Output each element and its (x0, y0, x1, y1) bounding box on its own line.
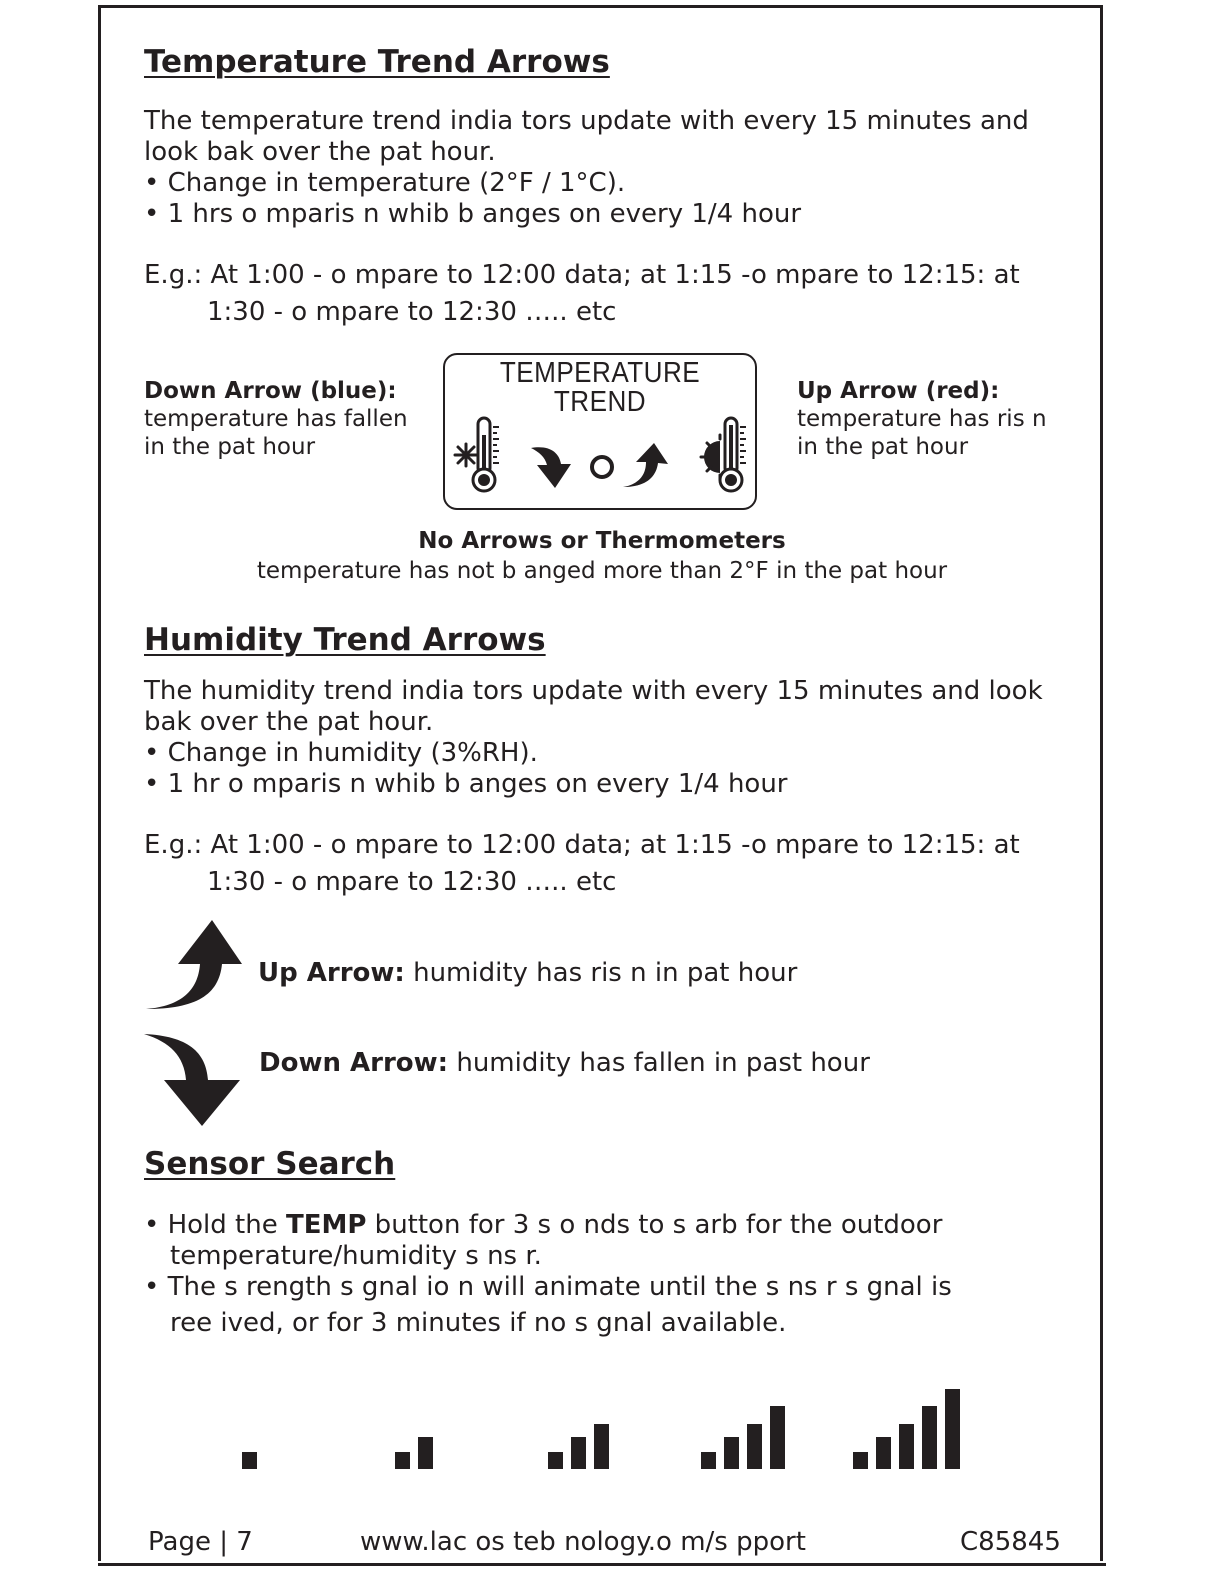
signal-bar (571, 1437, 586, 1469)
signal-bar (876, 1437, 891, 1469)
down-arrow-icon (531, 447, 571, 488)
humidity-down-arrow-text: humidity has fallen in past hour (448, 1048, 870, 1078)
humidity-heading: Humidity Trend Arrows (144, 622, 546, 658)
humidity-up-arrow-text: humidity has ris n in pat hour (404, 958, 798, 988)
down-arrow-desc-line2: in the pat hour (144, 434, 316, 460)
signal-bar (594, 1424, 609, 1469)
signal-bar (418, 1437, 433, 1469)
up-arrow-title: Up Arrow (red): (797, 378, 1000, 404)
temperature-example-line2: 1:30 - o mpare to 12:30 ….. etc (207, 297, 617, 327)
footer-url: www.lac os teb nology.o m/s pport (360, 1527, 806, 1557)
sensor-bullet1-line2: temperature/humidity s ns r. (170, 1241, 542, 1271)
footer-model-number: C85845 (960, 1527, 1061, 1557)
temperature-bullet-comparison: • 1 hrs o mparis n whib b anges on every 1/4 hour (144, 199, 802, 229)
page-border-bottom (98, 1563, 1106, 1566)
temperature-trend-display (443, 353, 757, 510)
neutral-circle-icon (592, 457, 612, 477)
humidity-up-arrow-label: Up Arrow: (258, 958, 405, 988)
temperature-heading: Temperature Trend Arrows (144, 44, 610, 80)
cold-thermometer-icon (473, 418, 499, 491)
signal-bar (242, 1452, 257, 1469)
signal-bar (945, 1389, 960, 1469)
sensor-bullet1-pre: • Hold the (144, 1210, 286, 1240)
hot-thermometer-icon (720, 418, 746, 491)
signal-bar (395, 1452, 410, 1469)
signal-bar (724, 1437, 739, 1469)
signal-bar (922, 1406, 937, 1469)
up-arrow-icon (623, 443, 668, 487)
footer-page-number: Page | 7 (148, 1527, 253, 1557)
signal-bar (899, 1424, 914, 1469)
humidity-up-arrow-icon (146, 918, 242, 1012)
no-arrows-text: temperature has not b anged more than 2°F in the pat hour (256, 558, 948, 584)
no-arrows-title: No Arrows or Thermometers (418, 528, 786, 554)
humidity-down-arrow-desc (259, 1048, 870, 1079)
temperature-example-line1: E.g.: At 1:00 - o mpare to 12:00 data; at 1:15 -o mpare to 12:15: at (144, 260, 1020, 290)
signal-bar (770, 1406, 785, 1469)
humidity-up-arrow-desc (258, 958, 797, 989)
sensor-bullet1-post: button for 3 s o nds to s arb for the outdoor (366, 1210, 943, 1240)
humidity-example-line1: E.g.: At 1:00 - o mpare to 12:00 data; at 1:15 -o mpare to 12:15: at (144, 830, 1020, 860)
temp-button-label: TEMP (285, 1210, 367, 1240)
sun-icon (701, 435, 720, 479)
temperature-intro-line1: The temperature trend india tors update with every 15 minutes and (144, 106, 1029, 136)
humidity-bullet-comparison: • 1 hr o mparis n whib b anges on every 1/4 hour (144, 769, 788, 799)
signal-bar (701, 1452, 716, 1469)
snowflake-icon (455, 444, 477, 466)
display-title-line1: TEMPERATURE (499, 357, 701, 389)
humidity-example-line2: 1:30 - o mpare to 12:30 ….. etc (207, 867, 617, 897)
down-arrow-desc-line1: temperature has fallen (144, 406, 408, 432)
humidity-intro-line2: bak over the pat hour. (144, 707, 434, 737)
up-arrow-desc-line1: temperature has ris n (797, 406, 1047, 432)
signal-bar (747, 1424, 762, 1469)
sensor-bullet2-line1: • The s rength s gnal io n will animate until the s ns r s gnal is (144, 1272, 952, 1302)
display-title-line2: TREND (553, 386, 647, 418)
down-arrow-title: Down Arrow (blue): (144, 378, 397, 404)
up-arrow-desc-line2: in the pat hour (797, 434, 969, 460)
humidity-intro-line1: The humidity trend india tors update with every 15 minutes and look (144, 676, 1043, 706)
temperature-bullet-change: • Change in temperature (2°F / 1°C). (144, 168, 626, 198)
sensor-bullet2-line2: ree ived, or for 3 minutes if no s gnal available. (170, 1308, 787, 1338)
temperature-intro-line2: look bak over the pat hour. (144, 137, 496, 167)
humidity-down-arrow-label: Down Arrow: (259, 1048, 449, 1078)
signal-bar (548, 1452, 563, 1469)
humidity-down-arrow-icon (144, 1034, 242, 1126)
signal-bar (853, 1452, 868, 1469)
humidity-bullet-change: • Change in humidity (3%RH). (144, 738, 538, 768)
sensor-search-heading: Sensor Search (144, 1146, 396, 1182)
sensor-bullet1-line1 (144, 1210, 942, 1241)
